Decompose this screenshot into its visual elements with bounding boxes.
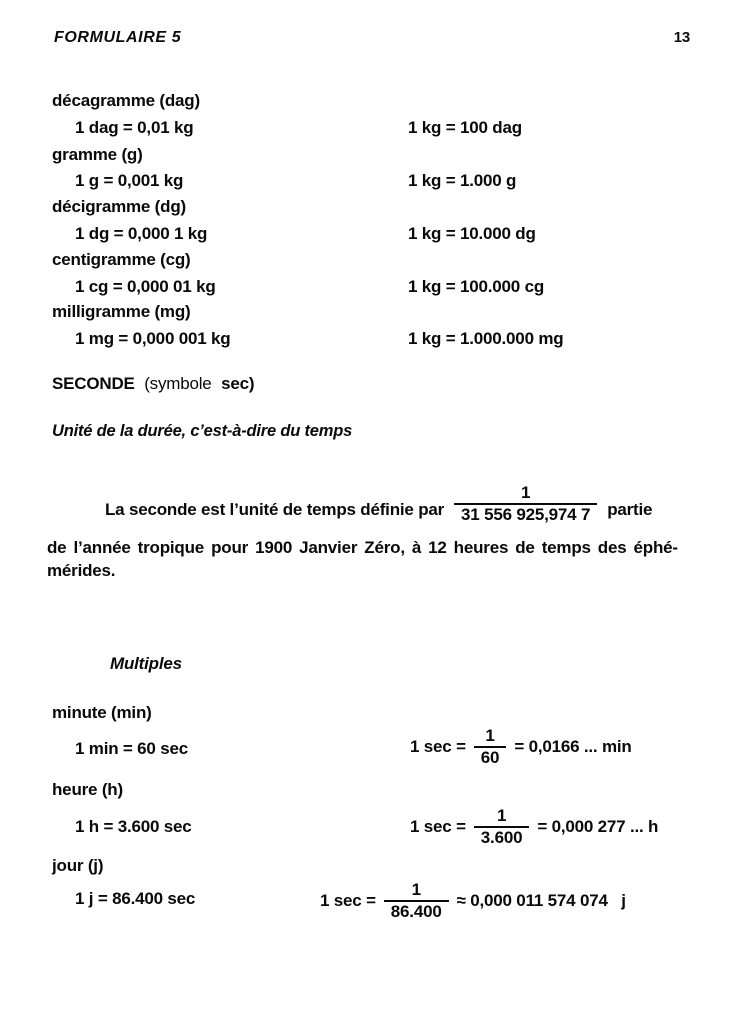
mass-unit-name: gramme (g) xyxy=(52,145,143,164)
fraction-numerator: 1 xyxy=(496,806,507,825)
time-unit-name: jour (j) xyxy=(52,856,104,875)
page-number: 13 xyxy=(673,29,690,46)
fraction-numerator: 1 xyxy=(485,726,495,745)
fraction-numerator: 1 xyxy=(520,483,531,502)
mass-unit-left-equation: 1 g = 0,001 kg xyxy=(75,171,184,190)
mass-unit-left-equation: 1 dg = 0,000 1 kg xyxy=(75,224,208,243)
equation-suffix: = 0,0166 ... min xyxy=(514,737,632,756)
fraction-denominator: 86.400 xyxy=(384,900,449,922)
mass-unit-name: centigramme (cg) xyxy=(52,250,191,269)
fraction-numerator: 1 xyxy=(411,880,421,899)
mass-unit-left-equation: 1 dag = 0,01 kg xyxy=(75,118,194,137)
definition-text-before: La seconde est l’unité de temps définie par xyxy=(105,500,445,519)
definition-line1 xyxy=(105,483,652,525)
mass-unit-name: décagramme (dag) xyxy=(52,91,200,110)
mass-unit-right-equation: 1 kg = 10.000 dg xyxy=(408,224,536,243)
time-unit-left-equation: 1 min = 60 sec xyxy=(75,739,188,758)
mass-unit-right-equation: 1 kg = 1.000 g xyxy=(408,171,517,190)
equation-prefix: 1 sec = xyxy=(410,817,466,836)
time-unit-left-equation: 1 h = 3.600 sec xyxy=(75,817,192,836)
mass-unit-right-equation: 1 kg = 100.000 cg xyxy=(408,277,545,296)
time-unit-name: minute (min) xyxy=(52,703,152,722)
equation-prefix: 1 sec = xyxy=(410,737,466,756)
definition-line3: mérides. xyxy=(47,561,116,580)
section-heading-seconde xyxy=(52,374,259,394)
time-unit-name: heure (h) xyxy=(52,780,123,799)
equation-fraction xyxy=(384,880,449,922)
section-heading-sec: sec) xyxy=(221,374,255,393)
fraction-denominator: 31 556 925,974 7 xyxy=(454,503,597,525)
time-unit-right-equation xyxy=(410,806,658,848)
equation-prefix: 1 sec = xyxy=(320,891,376,910)
time-unit-left-equation: 1 j = 86.400 sec xyxy=(75,889,196,908)
definition-line2: de l’année tropique pour 1900 Janvier Zéro, à 12 heures de temps des éphé- xyxy=(47,538,678,557)
equation-fraction xyxy=(474,806,530,848)
fraction-denominator: 60 xyxy=(474,746,507,768)
equation-suffix: ≈ 0,000 011 574 074 j xyxy=(456,891,626,910)
section-heading-symbole: (symbole xyxy=(144,374,212,393)
fraction-denominator: 3.600 xyxy=(474,826,530,848)
page-content xyxy=(47,0,690,1024)
mass-unit-left-equation: 1 mg = 0,000 001 kg xyxy=(75,329,231,348)
time-unit-right-equation xyxy=(320,880,626,922)
mass-unit-name: milligramme (mg) xyxy=(52,302,191,321)
multiples-heading: Multiples xyxy=(110,654,182,673)
definition-fraction xyxy=(454,483,597,525)
section-heading-word: SECONDE xyxy=(52,374,135,393)
mass-unit-left-equation: 1 cg = 0,000 01 kg xyxy=(75,277,216,296)
equation-fraction xyxy=(474,726,507,768)
definition-text-after: partie xyxy=(607,500,653,519)
time-unit-right-equation xyxy=(410,726,632,768)
page-title: FORMULAIRE 5 xyxy=(54,29,182,46)
equation-suffix: = 0,000 277 ... h xyxy=(537,817,659,836)
mass-unit-right-equation: 1 kg = 100 dag xyxy=(408,118,522,137)
mass-unit-name: décigramme (dg) xyxy=(52,197,186,216)
mass-unit-right-equation: 1 kg = 1.000.000 mg xyxy=(408,329,564,348)
section-subtitle: Unité de la durée, c’est-à-dire du temps xyxy=(52,422,353,440)
